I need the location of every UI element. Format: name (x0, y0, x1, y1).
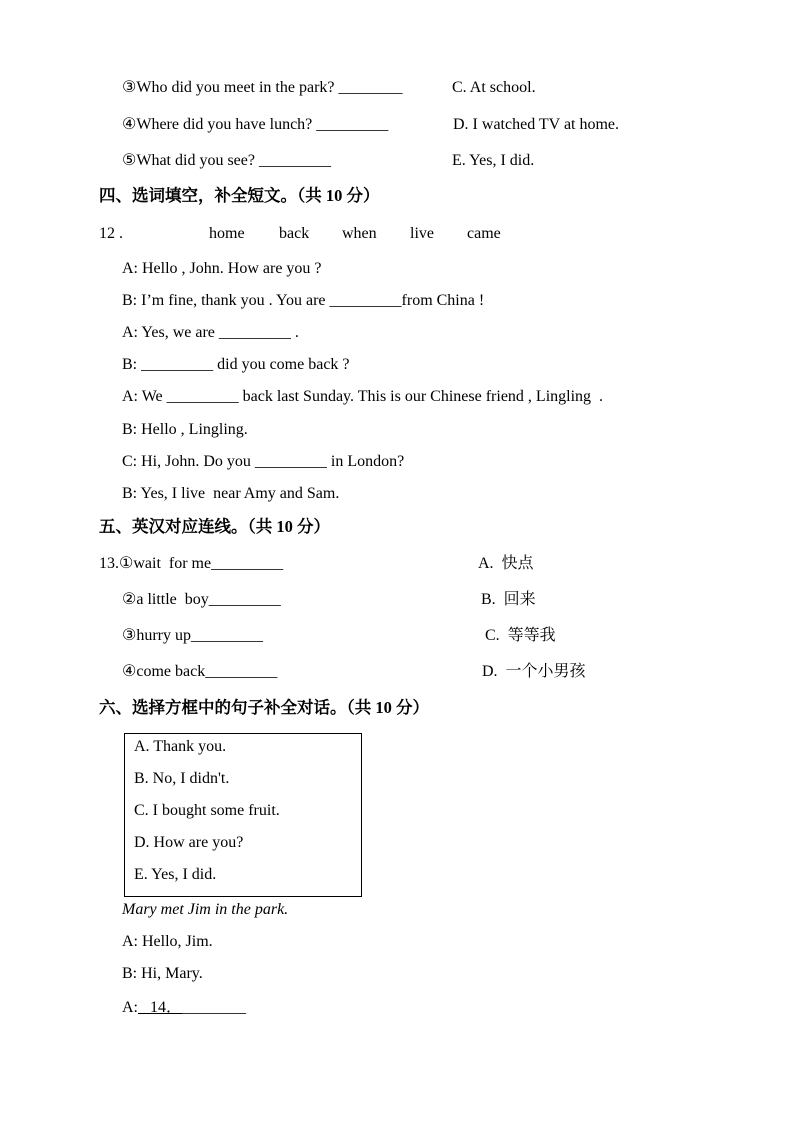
match-right-item: A. 快点 (478, 555, 534, 572)
options-box (124, 733, 362, 897)
word-home: home (209, 225, 245, 242)
answer-blank: ________ (182, 999, 247, 1016)
dialogue-line: A: Hello, Jim. (122, 933, 213, 950)
dialogue-line: C: Hi, John. Do you _________ in London? (122, 453, 405, 470)
dialogue-line: B: Yes, I live near Amy and Sam. (122, 485, 340, 502)
box-option: E. Yes, I did. (134, 866, 217, 883)
match-left-item: ③hurry up_________ (122, 627, 263, 644)
match-right-item: D. 一个小男孩 (482, 663, 586, 680)
section-4-heading: 四、选词填空，补全短文。（共 10 分） (99, 186, 380, 205)
question-4-text: ④Where did you have lunch? _________ (122, 116, 389, 133)
answer-option-d: D. I watched TV at home. (453, 116, 620, 133)
question-5-text: ⑤What did you see? _________ (122, 152, 331, 169)
question-14-line (122, 998, 246, 1018)
question-12-number: 12 . (99, 225, 123, 242)
box-option: B. No, I didn't. (134, 770, 230, 787)
dialogue-line: B: Hello , Lingling. (122, 421, 248, 438)
answer-option-e: E. Yes, I did. (452, 152, 535, 169)
word-back: back (279, 225, 310, 242)
word-live: live (410, 225, 434, 242)
section-5-heading: 五、英汉对应连线。（共 10 分） (99, 517, 330, 536)
dialogue-line: B: I’m fine, thank you . You are _________from China ! (122, 292, 485, 309)
dialogue-line: A: We _________ back last Sunday. This is our Chinese friend , Lingling . (122, 388, 604, 405)
dialogue-line: B: Hi, Mary. (122, 965, 203, 982)
dialogue-line: A: Yes, we are _________ . (122, 324, 299, 341)
speaker-label: A: (122, 999, 138, 1016)
match-right-item: C. 等等我 (485, 627, 556, 644)
word-when: when (342, 225, 377, 242)
section-6-heading: 六、选择方框中的句子补全对话。（共 10 分） (99, 698, 429, 717)
word-came: came (467, 225, 501, 242)
answer-option-c: C. At school. (452, 79, 536, 96)
dialogue-line: A: Hello , John. How are you ? (122, 260, 322, 277)
dialogue-intro: Mary met Jim in the park. (122, 901, 289, 918)
box-option: C. I bought some fruit. (134, 802, 280, 819)
box-option: D. How are you? (134, 834, 244, 851)
dialogue-line: B: _________ did you come back ? (122, 356, 350, 373)
match-right-item: B. 回来 (481, 591, 536, 608)
box-option: A. Thank you. (134, 738, 227, 755)
question-14-number: 14． (150, 999, 183, 1016)
question-3-text: ③Who did you meet in the park? ________ (122, 79, 403, 96)
match-left-item: ④come back_________ (122, 663, 278, 680)
match-left-item: 13.①wait for me_________ (99, 555, 284, 572)
match-left-item: ②a little boy_________ (122, 591, 281, 608)
